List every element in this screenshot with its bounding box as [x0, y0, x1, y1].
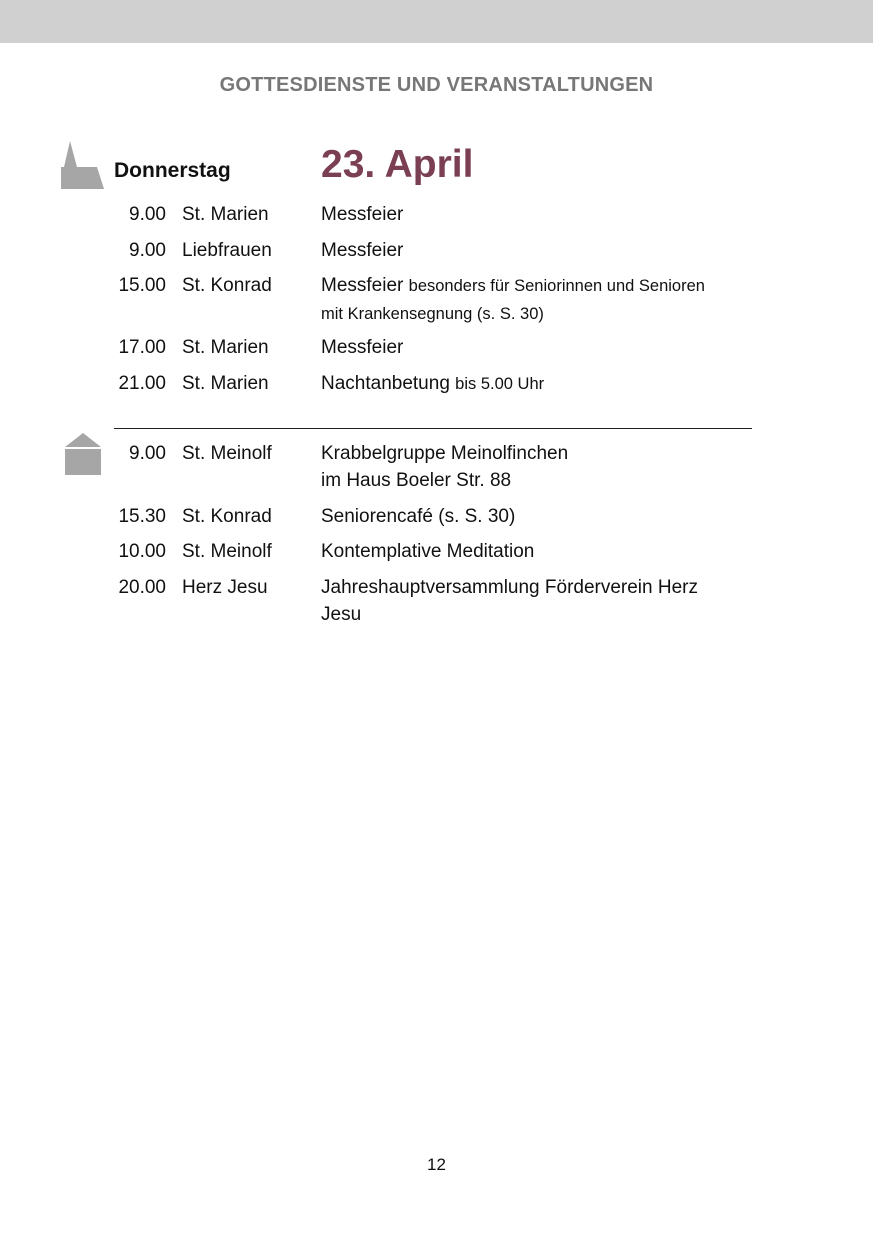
event-time: 15.30	[118, 506, 166, 527]
top-bar	[0, 0, 873, 43]
event-detail: besonders für Seniorinnen und Senioren	[408, 277, 705, 295]
page-number: 12	[427, 1155, 446, 1174]
event-time: 9.00	[129, 240, 166, 261]
house-icon	[64, 433, 102, 475]
event-place: St. Marien	[182, 337, 269, 358]
event-place: Herz Jesu	[182, 577, 268, 598]
event-place: St. Marien	[182, 204, 269, 225]
event-title: Messfeier besonders für Seniorinnen und Senioren mit Krankensegnung (s. S. 30)	[321, 275, 705, 323]
event-time: 21.00	[118, 373, 166, 394]
event-title: Seniorencafé (s. S. 30)	[321, 506, 516, 527]
event-detail-line2: mit Krankensegnung (s. S. 30)	[321, 305, 544, 323]
event-place: Liebfrauen	[182, 240, 272, 261]
event-place: St. Meinolf	[182, 443, 272, 464]
event-title: Messfeier	[321, 240, 404, 261]
event-time: 17.00	[118, 337, 166, 358]
event-title: Messfeier	[321, 204, 404, 225]
event-time: 15.00	[118, 275, 166, 296]
event-place: St. Konrad	[182, 506, 272, 527]
event-title: Nachtanbetung bis 5.00 Uhr	[321, 373, 545, 394]
date-heading: 23. April	[321, 143, 474, 186]
section-divider	[114, 428, 752, 429]
event-title: Jahreshauptversammlung Förderverein Herz Jesu	[321, 577, 698, 625]
event-time: 9.00	[129, 204, 166, 225]
event-time: 10.00	[118, 541, 166, 562]
weekday-label: Donnerstag	[114, 159, 231, 182]
page-header: GOTTESDIENSTE UND VERANSTALTUNGEN	[219, 74, 654, 96]
event-title: Krabbelgruppe Meinolfinchen im Haus Boeler Str. 88	[321, 443, 569, 491]
church-icon	[60, 141, 106, 189]
event-time: 9.00	[129, 443, 166, 464]
event-time: 20.00	[118, 577, 166, 598]
event-place: St. Konrad	[182, 275, 272, 296]
event-place: St. Marien	[182, 373, 269, 394]
event-place: St. Meinolf	[182, 541, 272, 562]
event-detail: bis 5.00 Uhr	[455, 375, 545, 393]
event-title: Messfeier	[321, 337, 404, 358]
event-title: Kontemplative Meditation	[321, 541, 535, 562]
